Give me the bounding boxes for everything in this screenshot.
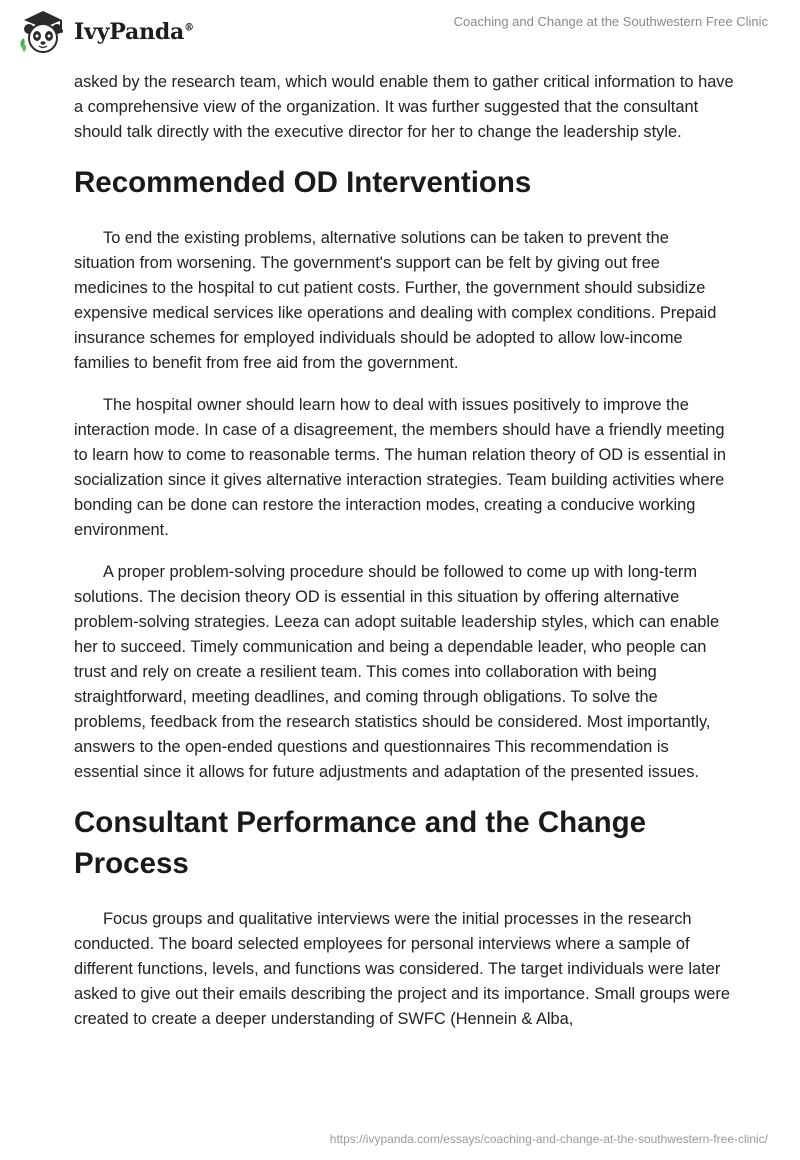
source-url[interactable]: https://ivypanda.com/essays/coaching-and-change-at-the-southwestern-free-clinic/ <box>329 1132 768 1146</box>
page-header <box>0 0 800 64</box>
registered-mark: ® <box>184 22 194 34</box>
essay-body <box>74 70 734 1049</box>
section-heading-consultant-performance: Consultant Performance and the Change Process <box>74 806 647 880</box>
running-title: Coaching and Change at the Southwestern Free Clinic <box>453 14 768 29</box>
paragraph: Focus groups and qualitative interviews were the initial processes in the research conducted. The board selected employees for personal interviews where a sample of different functions, levels, and functions was considered. The target individuals were later asked to give out their emails describing the project and its importance. Small groups were created to create a deeper understanding of SWFC (Hennein & Alba, <box>74 910 730 1028</box>
paragraph: A proper problem-solving procedure should be followed to come up with long-term solutions. The decision theory OD is essential in this situation by offering alternative problem-solving strategies. Leeza can adopt suitable leadership styles, which can enable her to succeed. Timely communication and being a dependable leader, who people can trust and rely on create a resilient team. This comes into collaboration with being straightforward, meeting deadlines, and coming through obligations. To solve the problems, feedback from the research statistics should be considered. Most importantly, answers to the open-ended questions and questionnaires This recommendation is essential since it allows for future adjustments and adaptation of the presented issues. <box>74 563 720 781</box>
panda-logo-icon <box>16 8 70 56</box>
paragraph: To end the existing problems, alternative solutions can be taken to prevent the situation from worsening. The government's support can be felt by giving out free medicines to the hospital to cut patient costs. Further, the government should subsidize expensive medical services like operations and dealing with complex conditions. Prepaid insurance schemes for employed individuals should be adopted to allow low-income families to benefit from free aid from the government. <box>74 229 717 372</box>
intro-paragraph: asked by the research team, which would enable them to gather critical information to have a comprehensive view of the organization. It was further suggested that the consultant should talk directly with the executive director for her to change the leadership style. <box>74 73 734 141</box>
brand-logo[interactable] <box>16 8 194 56</box>
brand-name: IvyPanda® <box>74 19 194 45</box>
paragraph: The hospital owner should learn how to deal with issues positively to improve the interaction mode. In case of a disagreement, the members should have a friendly meeting to learn how to come to reasonable terms. The human relation theory of OD is essential in socialization since it gives alternative interaction strategies. Team building activities where bonding can be done can restore the interaction modes, creating a conducive working environment. <box>74 396 727 539</box>
section-heading-od-interventions: Recommended OD Interventions <box>74 166 532 199</box>
